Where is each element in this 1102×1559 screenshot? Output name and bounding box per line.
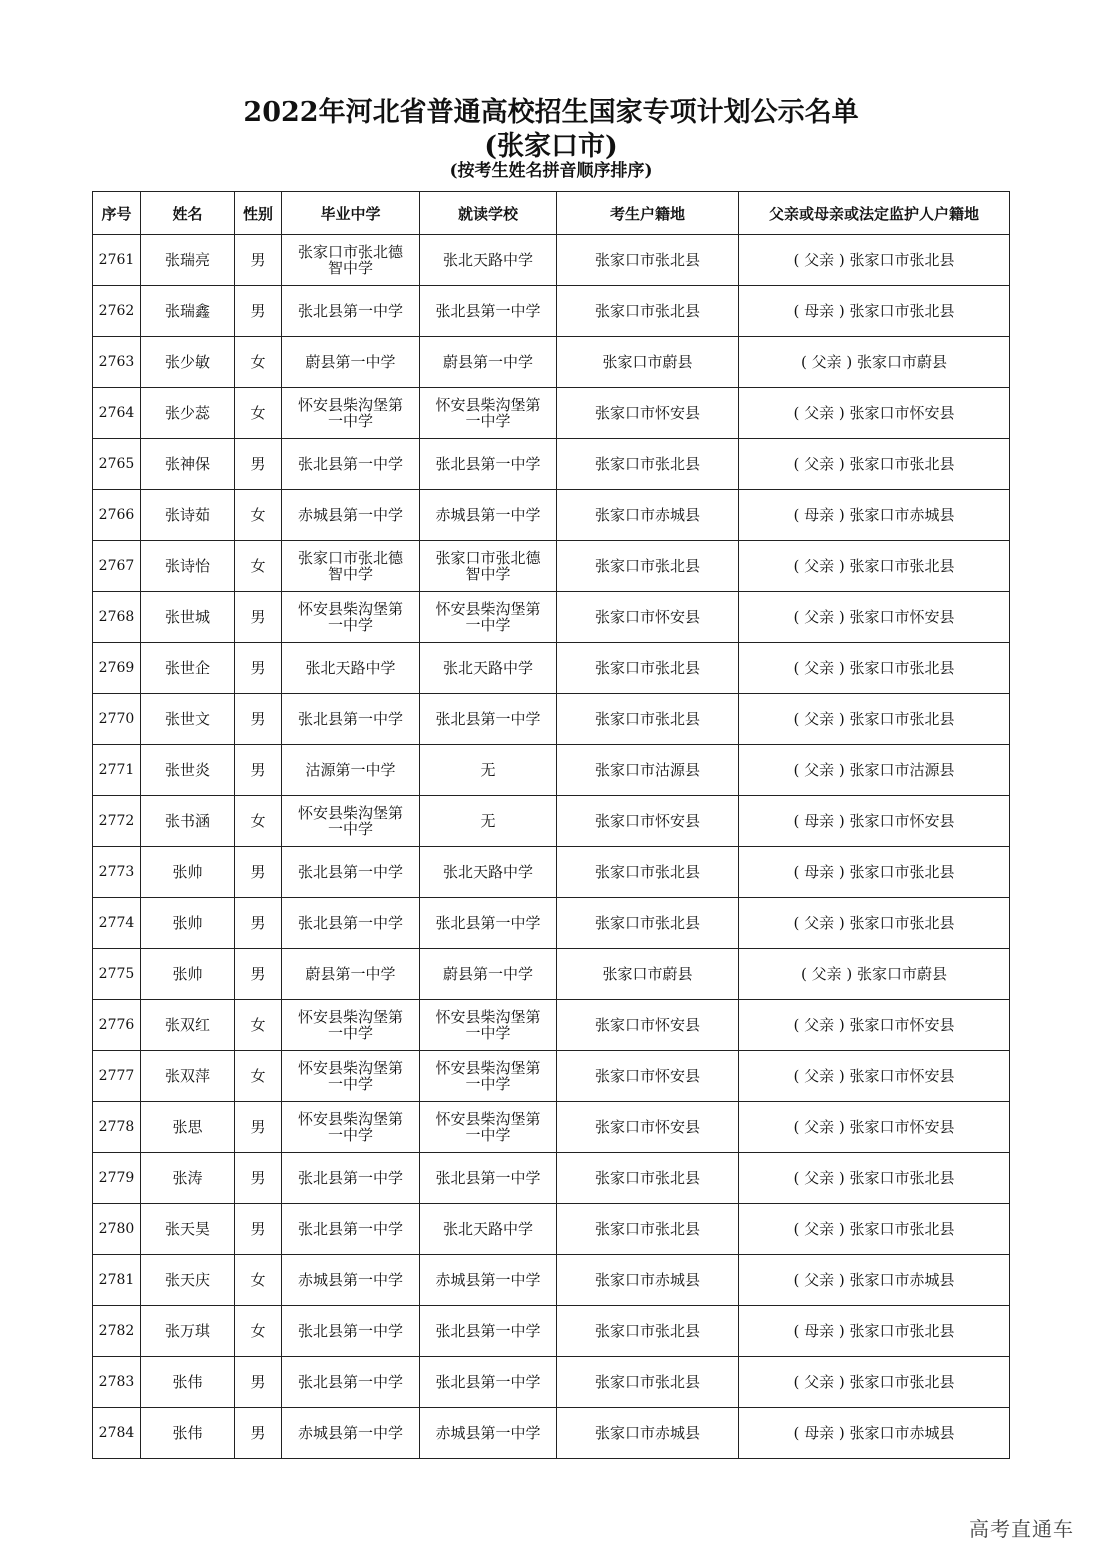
- name-cell: 张双萍: [141, 1051, 235, 1102]
- grad-school-cell: 怀安县柴沟堡第一中学: [282, 796, 420, 847]
- seq-cell: 2764: [93, 388, 141, 439]
- guardian-hukou-cell: ( 父亲 ) 张家口市张北县: [739, 643, 1010, 694]
- seq-cell: 2778: [93, 1102, 141, 1153]
- gender-cell: 男: [235, 898, 282, 949]
- hukou-cell: 张家口市赤城县: [557, 1408, 739, 1459]
- grad-school-cell: 张北县第一中学: [282, 847, 420, 898]
- gender-cell: 男: [235, 1357, 282, 1408]
- seq-cell: 2784: [93, 1408, 141, 1459]
- name-cell: 张伟: [141, 1357, 235, 1408]
- seq-cell: 2782: [93, 1306, 141, 1357]
- hukou-cell: 张家口市张北县: [557, 847, 739, 898]
- seq-cell: 2772: [93, 796, 141, 847]
- grad-school-cell: 蔚县第一中学: [282, 337, 420, 388]
- name-cell: 张帅: [141, 847, 235, 898]
- grad-school-cell: 张北县第一中学: [282, 898, 420, 949]
- watermark-text: 高考直通车: [969, 1517, 1074, 1541]
- gender-cell: 男: [235, 235, 282, 286]
- guardian-hukou-cell: ( 父亲 ) 张家口市张北县: [739, 1153, 1010, 1204]
- gender-cell: 男: [235, 643, 282, 694]
- gender-cell: 男: [235, 694, 282, 745]
- table-row: [93, 388, 1010, 439]
- gender-cell: 男: [235, 286, 282, 337]
- gender-cell: 女: [235, 796, 282, 847]
- gender-cell: 男: [235, 1153, 282, 1204]
- grad-school-cell: 怀安县柴沟堡第一中学: [282, 1000, 420, 1051]
- guardian-hukou-cell: ( 父亲 ) 张家口市怀安县: [739, 388, 1010, 439]
- guardian-hukou-cell: ( 母亲 ) 张家口市张北县: [739, 847, 1010, 898]
- gender-cell: 男: [235, 949, 282, 1000]
- grad-school-cell: 张北县第一中学: [282, 1306, 420, 1357]
- grad-school-cell: 张家口市张北德智中学: [282, 541, 420, 592]
- table-row: [93, 1255, 1010, 1306]
- table-row: [93, 235, 1010, 286]
- table-row: [93, 1000, 1010, 1051]
- guardian-hukou-cell: ( 父亲 ) 张家口市张北县: [739, 1204, 1010, 1255]
- gender-cell: 男: [235, 847, 282, 898]
- gender-cell: 女: [235, 337, 282, 388]
- current-school-cell: 张北县第一中学: [420, 898, 557, 949]
- table-row: [93, 286, 1010, 337]
- gender-cell: 男: [235, 745, 282, 796]
- col-header-hukou: 考生户籍地: [557, 192, 739, 235]
- seq-cell: 2767: [93, 541, 141, 592]
- gender-cell: 女: [235, 490, 282, 541]
- name-cell: 张天庆: [141, 1255, 235, 1306]
- guardian-hukou-cell: ( 父亲 ) 张家口市蔚县: [739, 337, 1010, 388]
- grad-school-cell: 张北县第一中学: [282, 1357, 420, 1408]
- hukou-cell: 张家口市张北县: [557, 1306, 739, 1357]
- hukou-cell: 张家口市张北县: [557, 1357, 739, 1408]
- gender-cell: 男: [235, 439, 282, 490]
- hukou-cell: 张家口市怀安县: [557, 1000, 739, 1051]
- hukou-cell: 张家口市张北县: [557, 694, 739, 745]
- grad-school-cell: 赤城县第一中学: [282, 490, 420, 541]
- guardian-hukou-cell: ( 母亲 ) 张家口市怀安县: [739, 796, 1010, 847]
- hukou-cell: 张家口市怀安县: [557, 1051, 739, 1102]
- seq-cell: 2766: [93, 490, 141, 541]
- guardian-hukou-cell: ( 父亲 ) 张家口市怀安县: [739, 1102, 1010, 1153]
- table-row: [93, 1153, 1010, 1204]
- name-cell: 张瑞鑫: [141, 286, 235, 337]
- guardian-hukou-cell: ( 母亲 ) 张家口市张北县: [739, 286, 1010, 337]
- table-row: [93, 949, 1010, 1000]
- current-school-cell: 无: [420, 796, 557, 847]
- grad-school-cell: 沽源第一中学: [282, 745, 420, 796]
- current-school-cell: 张北天路中学: [420, 847, 557, 898]
- hukou-cell: 张家口市赤城县: [557, 490, 739, 541]
- seq-cell: 2783: [93, 1357, 141, 1408]
- document-title: 2022年河北省普通高校招生国家专项计划公示名单: [243, 97, 859, 128]
- grad-school-cell: 怀安县柴沟堡第一中学: [282, 592, 420, 643]
- current-school-cell: 怀安县柴沟堡第一中学: [420, 1102, 557, 1153]
- current-school-cell: 蔚县第一中学: [420, 949, 557, 1000]
- hukou-cell: 张家口市张北县: [557, 643, 739, 694]
- table-row: [93, 745, 1010, 796]
- current-school-cell: 张北县第一中学: [420, 286, 557, 337]
- grad-school-cell: 张北县第一中学: [282, 1204, 420, 1255]
- current-school-cell: 无: [420, 745, 557, 796]
- current-school-cell: 张北县第一中学: [420, 1306, 557, 1357]
- current-school-cell: 怀安县柴沟堡第一中学: [420, 388, 557, 439]
- grad-school-cell: 蔚县第一中学: [282, 949, 420, 1000]
- current-school-cell: 张家口市张北德智中学: [420, 541, 557, 592]
- current-school-cell: 赤城县第一中学: [420, 1408, 557, 1459]
- table-row: [93, 1306, 1010, 1357]
- gender-cell: 女: [235, 1000, 282, 1051]
- grad-school-cell: 赤城县第一中学: [282, 1408, 420, 1459]
- name-cell: 张少敏: [141, 337, 235, 388]
- table-row: [93, 796, 1010, 847]
- hukou-cell: 张家口市怀安县: [557, 388, 739, 439]
- seq-cell: 2762: [93, 286, 141, 337]
- current-school-cell: 蔚县第一中学: [420, 337, 557, 388]
- grad-school-cell: 张北县第一中学: [282, 694, 420, 745]
- table-row: [93, 694, 1010, 745]
- table-row: [93, 592, 1010, 643]
- roster-table: [92, 191, 1010, 1459]
- current-school-cell: 张北县第一中学: [420, 1357, 557, 1408]
- hukou-cell: 张家口市蔚县: [557, 949, 739, 1000]
- gender-cell: 男: [235, 1204, 282, 1255]
- name-cell: 张诗茹: [141, 490, 235, 541]
- header-row: [93, 192, 1010, 235]
- gender-cell: 女: [235, 388, 282, 439]
- hukou-cell: 张家口市张北县: [557, 541, 739, 592]
- hukou-cell: 张家口市张北县: [557, 898, 739, 949]
- table-row: [93, 1102, 1010, 1153]
- seq-cell: 2765: [93, 439, 141, 490]
- sort-note: (按考生姓名拼音顺序排序): [449, 161, 653, 181]
- name-cell: 张伟: [141, 1408, 235, 1459]
- seq-cell: 2779: [93, 1153, 141, 1204]
- current-school-cell: 赤城县第一中学: [420, 1255, 557, 1306]
- current-school-cell: 张北县第一中学: [420, 439, 557, 490]
- name-cell: 张少蕊: [141, 388, 235, 439]
- gender-cell: 女: [235, 1306, 282, 1357]
- current-school-cell: 张北天路中学: [420, 643, 557, 694]
- grad-school-cell: 张北天路中学: [282, 643, 420, 694]
- gender-cell: 男: [235, 1408, 282, 1459]
- name-cell: 张瑞亮: [141, 235, 235, 286]
- seq-cell: 2774: [93, 898, 141, 949]
- guardian-hukou-cell: ( 母亲 ) 张家口市赤城县: [739, 1408, 1010, 1459]
- table-row: [93, 643, 1010, 694]
- guardian-hukou-cell: ( 父亲 ) 张家口市赤城县: [739, 1255, 1010, 1306]
- table-row: [93, 541, 1010, 592]
- name-cell: 张双红: [141, 1000, 235, 1051]
- guardian-hukou-cell: ( 父亲 ) 张家口市沽源县: [739, 745, 1010, 796]
- hukou-cell: 张家口市沽源县: [557, 745, 739, 796]
- name-cell: 张诗怡: [141, 541, 235, 592]
- guardian-hukou-cell: ( 父亲 ) 张家口市张北县: [739, 235, 1010, 286]
- seq-cell: 2780: [93, 1204, 141, 1255]
- table-row: [93, 1204, 1010, 1255]
- name-cell: 张思: [141, 1102, 235, 1153]
- name-cell: 张万琪: [141, 1306, 235, 1357]
- hukou-cell: 张家口市张北县: [557, 1153, 739, 1204]
- hukou-cell: 张家口市怀安县: [557, 796, 739, 847]
- hukou-cell: 张家口市张北县: [557, 235, 739, 286]
- guardian-hukou-cell: ( 父亲 ) 张家口市张北县: [739, 898, 1010, 949]
- guardian-hukou-cell: ( 父亲 ) 张家口市怀安县: [739, 592, 1010, 643]
- gender-cell: 男: [235, 592, 282, 643]
- hukou-cell: 张家口市赤城县: [557, 1255, 739, 1306]
- name-cell: 张世企: [141, 643, 235, 694]
- guardian-hukou-cell: ( 母亲 ) 张家口市张北县: [739, 1306, 1010, 1357]
- name-cell: 张帅: [141, 898, 235, 949]
- table-row: [93, 1408, 1010, 1459]
- gender-cell: 女: [235, 1051, 282, 1102]
- table-row: [93, 439, 1010, 490]
- seq-cell: 2763: [93, 337, 141, 388]
- col-header-grad-school: 毕业中学: [282, 192, 420, 235]
- name-cell: 张神保: [141, 439, 235, 490]
- current-school-cell: 张北县第一中学: [420, 694, 557, 745]
- guardian-hukou-cell: ( 父亲 ) 张家口市蔚县: [739, 949, 1010, 1000]
- gender-cell: 男: [235, 1102, 282, 1153]
- seq-cell: 2773: [93, 847, 141, 898]
- seq-cell: 2770: [93, 694, 141, 745]
- current-school-cell: 怀安县柴沟堡第一中学: [420, 1051, 557, 1102]
- current-school-cell: 怀安县柴沟堡第一中学: [420, 592, 557, 643]
- guardian-hukou-cell: ( 父亲 ) 张家口市怀安县: [739, 1051, 1010, 1102]
- gender-cell: 女: [235, 1255, 282, 1306]
- guardian-hukou-cell: ( 父亲 ) 张家口市张北县: [739, 439, 1010, 490]
- name-cell: 张书涵: [141, 796, 235, 847]
- seq-cell: 2769: [93, 643, 141, 694]
- name-cell: 张世城: [141, 592, 235, 643]
- document-subtitle: (张家口市): [484, 131, 618, 162]
- seq-cell: 2768: [93, 592, 141, 643]
- table-row: [93, 898, 1010, 949]
- current-school-cell: 赤城县第一中学: [420, 490, 557, 541]
- hukou-cell: 张家口市张北县: [557, 439, 739, 490]
- col-header-name: 姓名: [141, 192, 235, 235]
- guardian-hukou-cell: ( 父亲 ) 张家口市张北县: [739, 694, 1010, 745]
- name-cell: 张帅: [141, 949, 235, 1000]
- hukou-cell: 张家口市张北县: [557, 286, 739, 337]
- seq-cell: 2777: [93, 1051, 141, 1102]
- table-row: [93, 1051, 1010, 1102]
- col-header-guardian-hukou: 父亲或母亲或法定监护人户籍地: [739, 192, 1010, 235]
- name-cell: 张涛: [141, 1153, 235, 1204]
- current-school-cell: 怀安县柴沟堡第一中学: [420, 1000, 557, 1051]
- name-cell: 张天昊: [141, 1204, 235, 1255]
- grad-school-cell: 张北县第一中学: [282, 439, 420, 490]
- seq-cell: 2761: [93, 235, 141, 286]
- grad-school-cell: 张北县第一中学: [282, 286, 420, 337]
- grad-school-cell: 赤城县第一中学: [282, 1255, 420, 1306]
- name-cell: 张世文: [141, 694, 235, 745]
- seq-cell: 2781: [93, 1255, 141, 1306]
- seq-cell: 2776: [93, 1000, 141, 1051]
- guardian-hukou-cell: ( 父亲 ) 张家口市张北县: [739, 541, 1010, 592]
- grad-school-cell: 怀安县柴沟堡第一中学: [282, 388, 420, 439]
- guardian-hukou-cell: ( 父亲 ) 张家口市张北县: [739, 1357, 1010, 1408]
- seq-cell: 2775: [93, 949, 141, 1000]
- seq-cell: 2771: [93, 745, 141, 796]
- hukou-cell: 张家口市蔚县: [557, 337, 739, 388]
- hukou-cell: 张家口市张北县: [557, 1204, 739, 1255]
- gender-cell: 女: [235, 541, 282, 592]
- col-header-gender: 性别: [235, 192, 282, 235]
- hukou-cell: 张家口市怀安县: [557, 592, 739, 643]
- guardian-hukou-cell: ( 父亲 ) 张家口市怀安县: [739, 1000, 1010, 1051]
- current-school-cell: 张北天路中学: [420, 235, 557, 286]
- table-row: [93, 847, 1010, 898]
- current-school-cell: 张北县第一中学: [420, 1153, 557, 1204]
- table-row: [93, 337, 1010, 388]
- grad-school-cell: 怀安县柴沟堡第一中学: [282, 1051, 420, 1102]
- grad-school-cell: 张北县第一中学: [282, 1153, 420, 1204]
- table-row: [93, 490, 1010, 541]
- current-school-cell: 张北天路中学: [420, 1204, 557, 1255]
- grad-school-cell: 怀安县柴沟堡第一中学: [282, 1102, 420, 1153]
- table-row: [93, 1357, 1010, 1408]
- grad-school-cell: 张家口市张北德智中学: [282, 235, 420, 286]
- col-header-seq: 序号: [93, 192, 141, 235]
- name-cell: 张世炎: [141, 745, 235, 796]
- hukou-cell: 张家口市怀安县: [557, 1102, 739, 1153]
- guardian-hukou-cell: ( 母亲 ) 张家口市赤城县: [739, 490, 1010, 541]
- col-header-current-school: 就读学校: [420, 192, 557, 235]
